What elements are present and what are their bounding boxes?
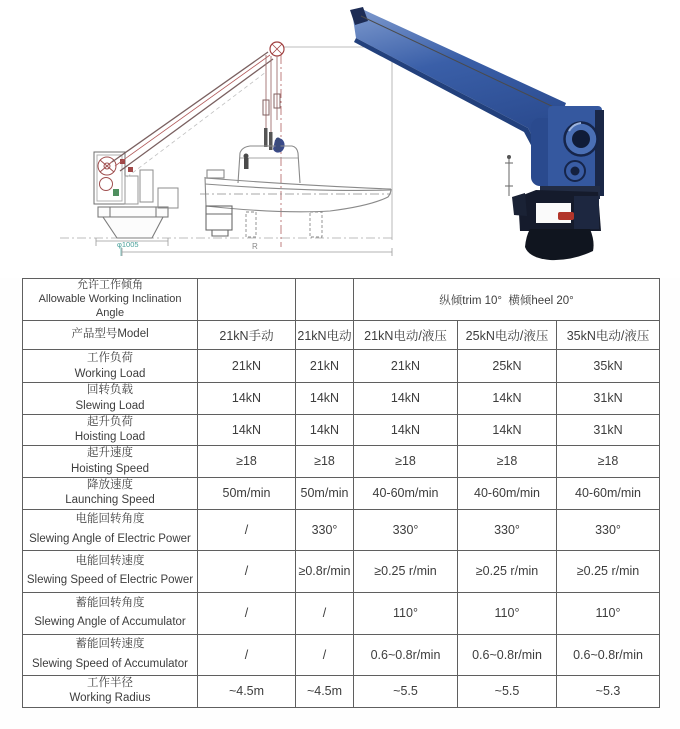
row-label: 蓄能回转速度 Slewing Speed of Accumulator (23, 634, 198, 675)
hook-rod (264, 128, 268, 147)
spec-cell: 31kN (557, 383, 660, 414)
trim-heel-note: 纵倾trim 10° 横倾heel 20° (354, 279, 660, 321)
spec-cell: ~5.3 (557, 675, 660, 707)
spec-cell: 330° (354, 509, 458, 550)
model-cell: 21kN电动/液压 (354, 321, 458, 350)
spec-cell: 110° (557, 592, 660, 634)
spec-cell: 14kN (354, 383, 458, 414)
spec-cell: ~5.5 (354, 675, 458, 707)
spec-cell: 21kN (198, 350, 296, 383)
row-label: 降放速度 Launching Speed (23, 477, 198, 509)
table-row-slewing-load (23, 383, 660, 414)
row-label: 起升速度 Hoisting Speed (23, 446, 198, 477)
table-row-slewing-speed-accumulator (23, 634, 660, 675)
spec-cell: ≥0.25 r/min (354, 550, 458, 592)
spec-cell: 35kN (557, 350, 660, 383)
row-label: 产品型号Model (23, 321, 198, 350)
spec-cell: 14kN (354, 414, 458, 445)
base-diameter-dimension (96, 238, 168, 256)
spec-cell: ≥0.25 r/min (557, 550, 660, 592)
spec-cell: ≥0.25 r/min (458, 550, 557, 592)
pedestal (98, 207, 168, 238)
table-row-working-load (23, 350, 660, 383)
spec-cell: 14kN (458, 414, 557, 445)
spec-cell: / (198, 509, 296, 550)
table-row-model (23, 321, 660, 350)
spec-cell: ≥18 (557, 446, 660, 477)
spec-cell: ~5.5 (458, 675, 557, 707)
hook-rod (269, 132, 273, 150)
table-row-launching-speed (23, 477, 660, 509)
figure-area (0, 0, 680, 278)
spec-cell: 14kN (198, 414, 296, 445)
table-row-hoisting-load (23, 414, 660, 445)
radius-label: R (252, 242, 258, 251)
table-row-slewing-angle-electric (23, 509, 660, 550)
row-label: 工作半径 Working Radius (23, 675, 198, 707)
spec-cell: 0.6~0.8r/min (557, 634, 660, 675)
spec-cell: 31kN (557, 414, 660, 445)
row-label: 电能回转速度 Slewing Speed of Electric Power (23, 550, 198, 592)
row-label: 允许工作倾角 Allowable Working Inclination Angle (23, 279, 198, 321)
spec-cell: / (296, 592, 354, 634)
spec-cell: ≥0.8r/min (296, 550, 354, 592)
spec-cell: 21kN (296, 350, 354, 383)
spec-cell: / (198, 634, 296, 675)
spec-cell: ≥18 (296, 446, 354, 477)
spec-cell: 40-60m/min (354, 477, 458, 509)
spec-cell: 0.6~0.8r/min (354, 634, 458, 675)
spec-cell: / (296, 634, 354, 675)
photo-winch-housing (531, 106, 604, 199)
spec-cell (198, 279, 296, 321)
boom (112, 42, 284, 177)
table-row-inclination (23, 279, 660, 321)
spec-cell: ≥18 (458, 446, 557, 477)
table-row-slewing-angle-accumulator (23, 592, 660, 634)
model-cell: 25kN电动/液压 (458, 321, 557, 350)
table-row-hoisting-speed (23, 446, 660, 477)
model-cell: 21kN手动 (198, 321, 296, 350)
spec-cell: 0.6~0.8r/min (458, 634, 557, 675)
spec-cell: 40-60m/min (458, 477, 557, 509)
spec-cell: 14kN (296, 383, 354, 414)
winch-machinery (94, 152, 178, 208)
spec-cell: 110° (458, 592, 557, 634)
photo-pedestal (512, 190, 601, 231)
davit-crane-photo (330, 0, 680, 278)
row-label: 蓄能回转角度 Slewing Angle of Accumulator (23, 592, 198, 634)
row-label: 工作负荷 Working Load (23, 350, 198, 383)
spec-cell: 25kN (458, 350, 557, 383)
spec-cell: 330° (557, 509, 660, 550)
spec-cell: 110° (354, 592, 458, 634)
spec-cell: ~4.5m (296, 675, 354, 707)
row-label: 起升负荷 Hoisting Load (23, 414, 198, 445)
outboard-drive (206, 206, 232, 236)
spec-table (22, 278, 660, 708)
spec-cell: 330° (458, 509, 557, 550)
spec-cell: 330° (296, 509, 354, 550)
table-row-slewing-speed-electric (23, 550, 660, 592)
row-label: 回转负载 Slewing Load (23, 383, 198, 414)
spec-cell: 14kN (458, 383, 557, 414)
spec-cell: 50m/min (296, 477, 354, 509)
spec-cell: 21kN (354, 350, 458, 383)
spec-cell: ~4.5m (198, 675, 296, 707)
dim-phi-label: φ1005 (117, 240, 139, 249)
spec-cell: / (198, 550, 296, 592)
spec-cell: ≥18 (198, 446, 296, 477)
spec-cell: 50m/min (198, 477, 296, 509)
spec-cell: 14kN (198, 383, 296, 414)
spec-cell: / (198, 592, 296, 634)
hoist-ropes (263, 55, 285, 153)
row-label: 电能回转角度 Slewing Angle of Electric Power (23, 509, 198, 550)
spec-cell: 14kN (296, 414, 354, 445)
spec-cell (296, 279, 354, 321)
model-cell: 21kN电动 (296, 321, 354, 350)
rod-fitting (505, 155, 513, 196)
spec-cell: 40-60m/min (557, 477, 660, 509)
photo-base-skirt (525, 229, 594, 260)
model-cell: 35kN电动/液压 (557, 321, 660, 350)
table-row-working-radius (23, 675, 660, 707)
spec-cell: ≥18 (354, 446, 458, 477)
valve-handle (558, 212, 574, 220)
